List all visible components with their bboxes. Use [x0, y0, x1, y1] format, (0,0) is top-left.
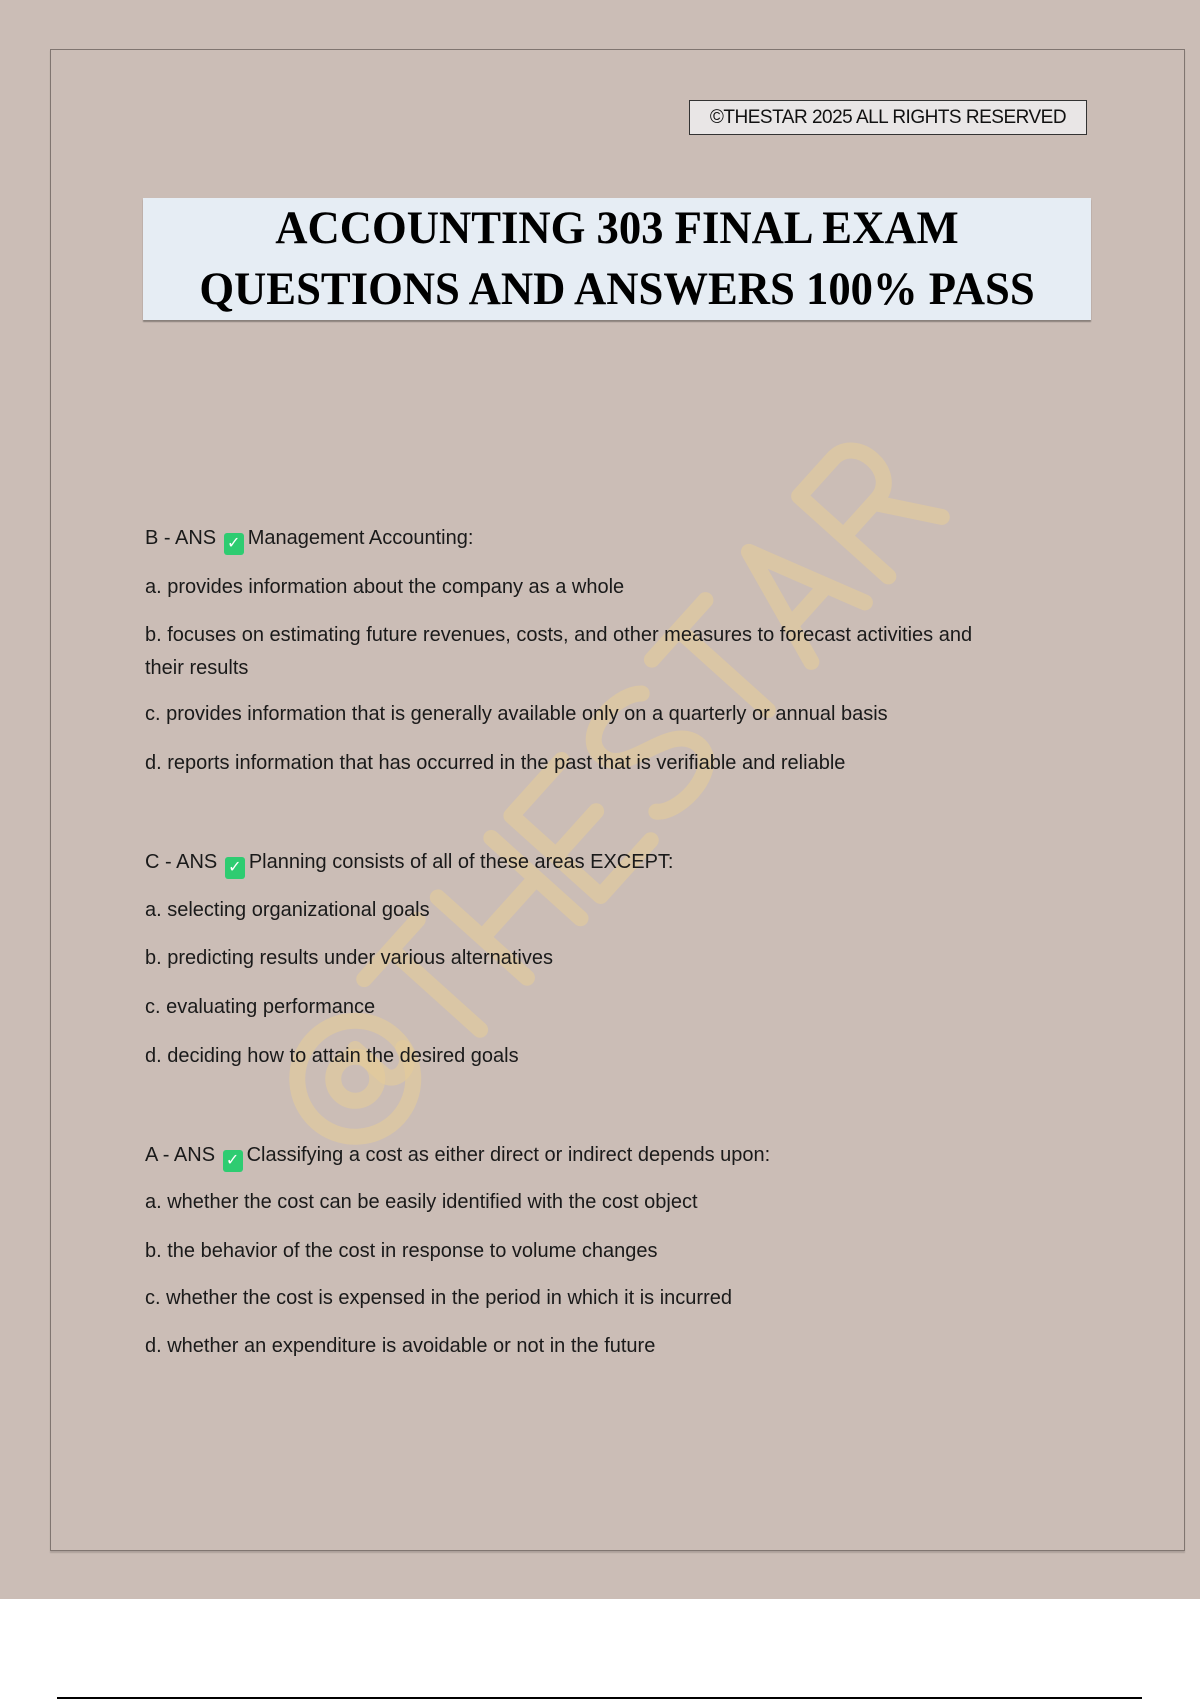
answer-key: B - ANS — [145, 527, 217, 549]
option-continued: their results — [145, 657, 249, 679]
option: b. predicting results under various alternatives — [145, 947, 553, 969]
option: d. deciding how to attain the desired goals — [145, 1045, 519, 1067]
document-title — [143, 198, 1091, 320]
question-text: Planning consists of all of these areas EXCEPT: — [248, 851, 674, 873]
option: c. evaluating performance — [145, 996, 376, 1018]
option: a. selecting organizational goals — [145, 899, 430, 921]
option: c. provides information that is generally available only on a quarterly or annual basis — [145, 703, 888, 725]
copyright-notice: ©THESTAR 2025 ALL RIGHTS RESERVED — [689, 100, 1087, 135]
question-text: Classifying a cost as either direct or indirect depends upon: — [246, 1144, 771, 1166]
question-2-header — [145, 851, 673, 879]
title-line-1: ACCOUNTING 303 FINAL EXAM — [275, 202, 959, 254]
option: d. reports information that has occurred in the past that is verifiable and reliable — [145, 752, 846, 774]
option: a. whether the cost can be easily identified with the cost object — [145, 1191, 698, 1213]
question-3-header — [145, 1144, 770, 1172]
option: b. focuses on estimating future revenues, costs, and other measures to forecast activities and — [145, 624, 973, 646]
next-page-rule — [57, 1697, 1142, 1699]
option: d. whether an expenditure is avoidable or not in the future — [145, 1335, 656, 1357]
check-icon: ✓ — [223, 1150, 243, 1172]
option: b. the behavior of the cost in response to volume changes — [145, 1240, 658, 1262]
check-icon: ✓ — [224, 533, 244, 555]
option: c. whether the cost is expensed in the period in which it is incurred — [145, 1287, 732, 1309]
option: a. provides information about the company as a whole — [145, 576, 625, 598]
question-1-header — [145, 527, 473, 555]
title-line-2: QUESTIONS AND ANSWERS 100% PASS — [199, 263, 1035, 315]
question-text: Management Accounting: — [247, 527, 474, 549]
answer-key: C - ANS — [145, 851, 218, 873]
check-icon: ✓ — [225, 857, 245, 879]
answer-key: A - ANS — [145, 1144, 216, 1166]
